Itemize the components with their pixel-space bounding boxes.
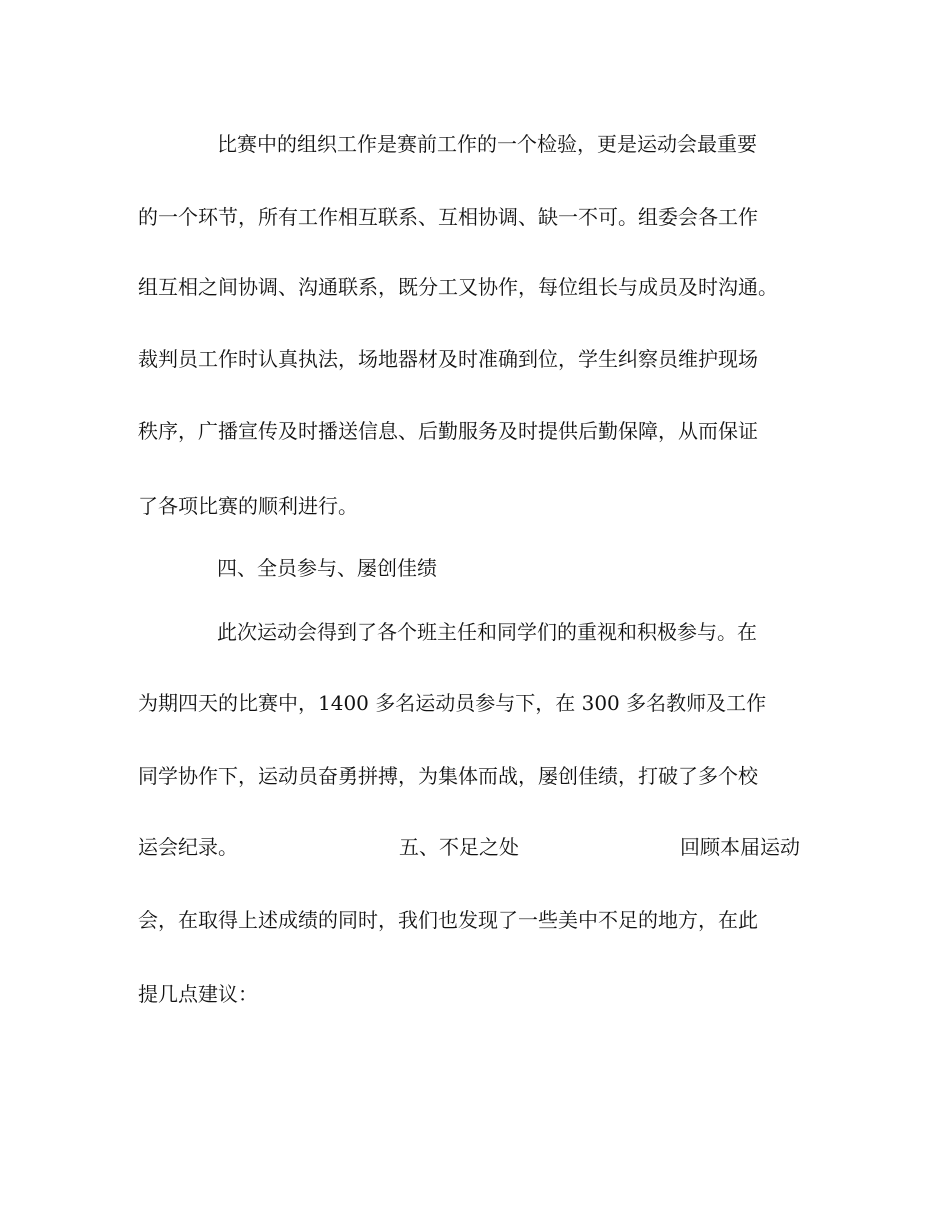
paragraph-line: 了各项比赛的顺利进行。 bbox=[138, 494, 358, 518]
paragraph-line: 组互相之间协调、沟通联系，既分工又协作，每位组长与成员及时沟通。 bbox=[138, 275, 778, 299]
paragraph-text: 回顾本届运动 bbox=[680, 835, 800, 859]
paragraph-line: 会，在取得上述成绩的同时，我们也发现了一些美中不足的地方，在此 bbox=[138, 908, 758, 932]
section-heading: 四、全员参与、屡创佳绩 bbox=[217, 556, 437, 580]
paragraph-line: 同学协作下，运动员奋勇拼搏，为集体而战，屡创佳绩，打破了多个校 bbox=[138, 764, 758, 788]
paragraph-line: 比赛中的组织工作是赛前工作的一个检验，更是运动会最重要 bbox=[217, 132, 757, 156]
paragraph-line: 裁判员工作时认真执法，场地器材及时准确到位，学生纠察员维护现场 bbox=[138, 347, 758, 371]
section-heading: 五、不足之处 bbox=[399, 835, 519, 859]
paragraph-text: 运会纪录。 bbox=[138, 835, 238, 859]
paragraph-line: 提几点建议： bbox=[138, 982, 258, 1006]
paragraph-line: 秩序，广播宣传及时播送信息、后勤服务及时提供后勤保障，从而保证 bbox=[138, 419, 758, 443]
paragraph-line: 此次运动会得到了各个班主任和同学们的重视和积极参与。在 bbox=[217, 620, 757, 644]
mixed-line bbox=[138, 832, 818, 862]
paragraph-line: 为期四天的比赛中，1400 多名运动员参与下，在 300 多名教师及工作 bbox=[138, 691, 767, 715]
paragraph-line: 的一个环节，所有工作相互联系、互相协调、缺一不可。组委会各工作 bbox=[138, 205, 758, 229]
